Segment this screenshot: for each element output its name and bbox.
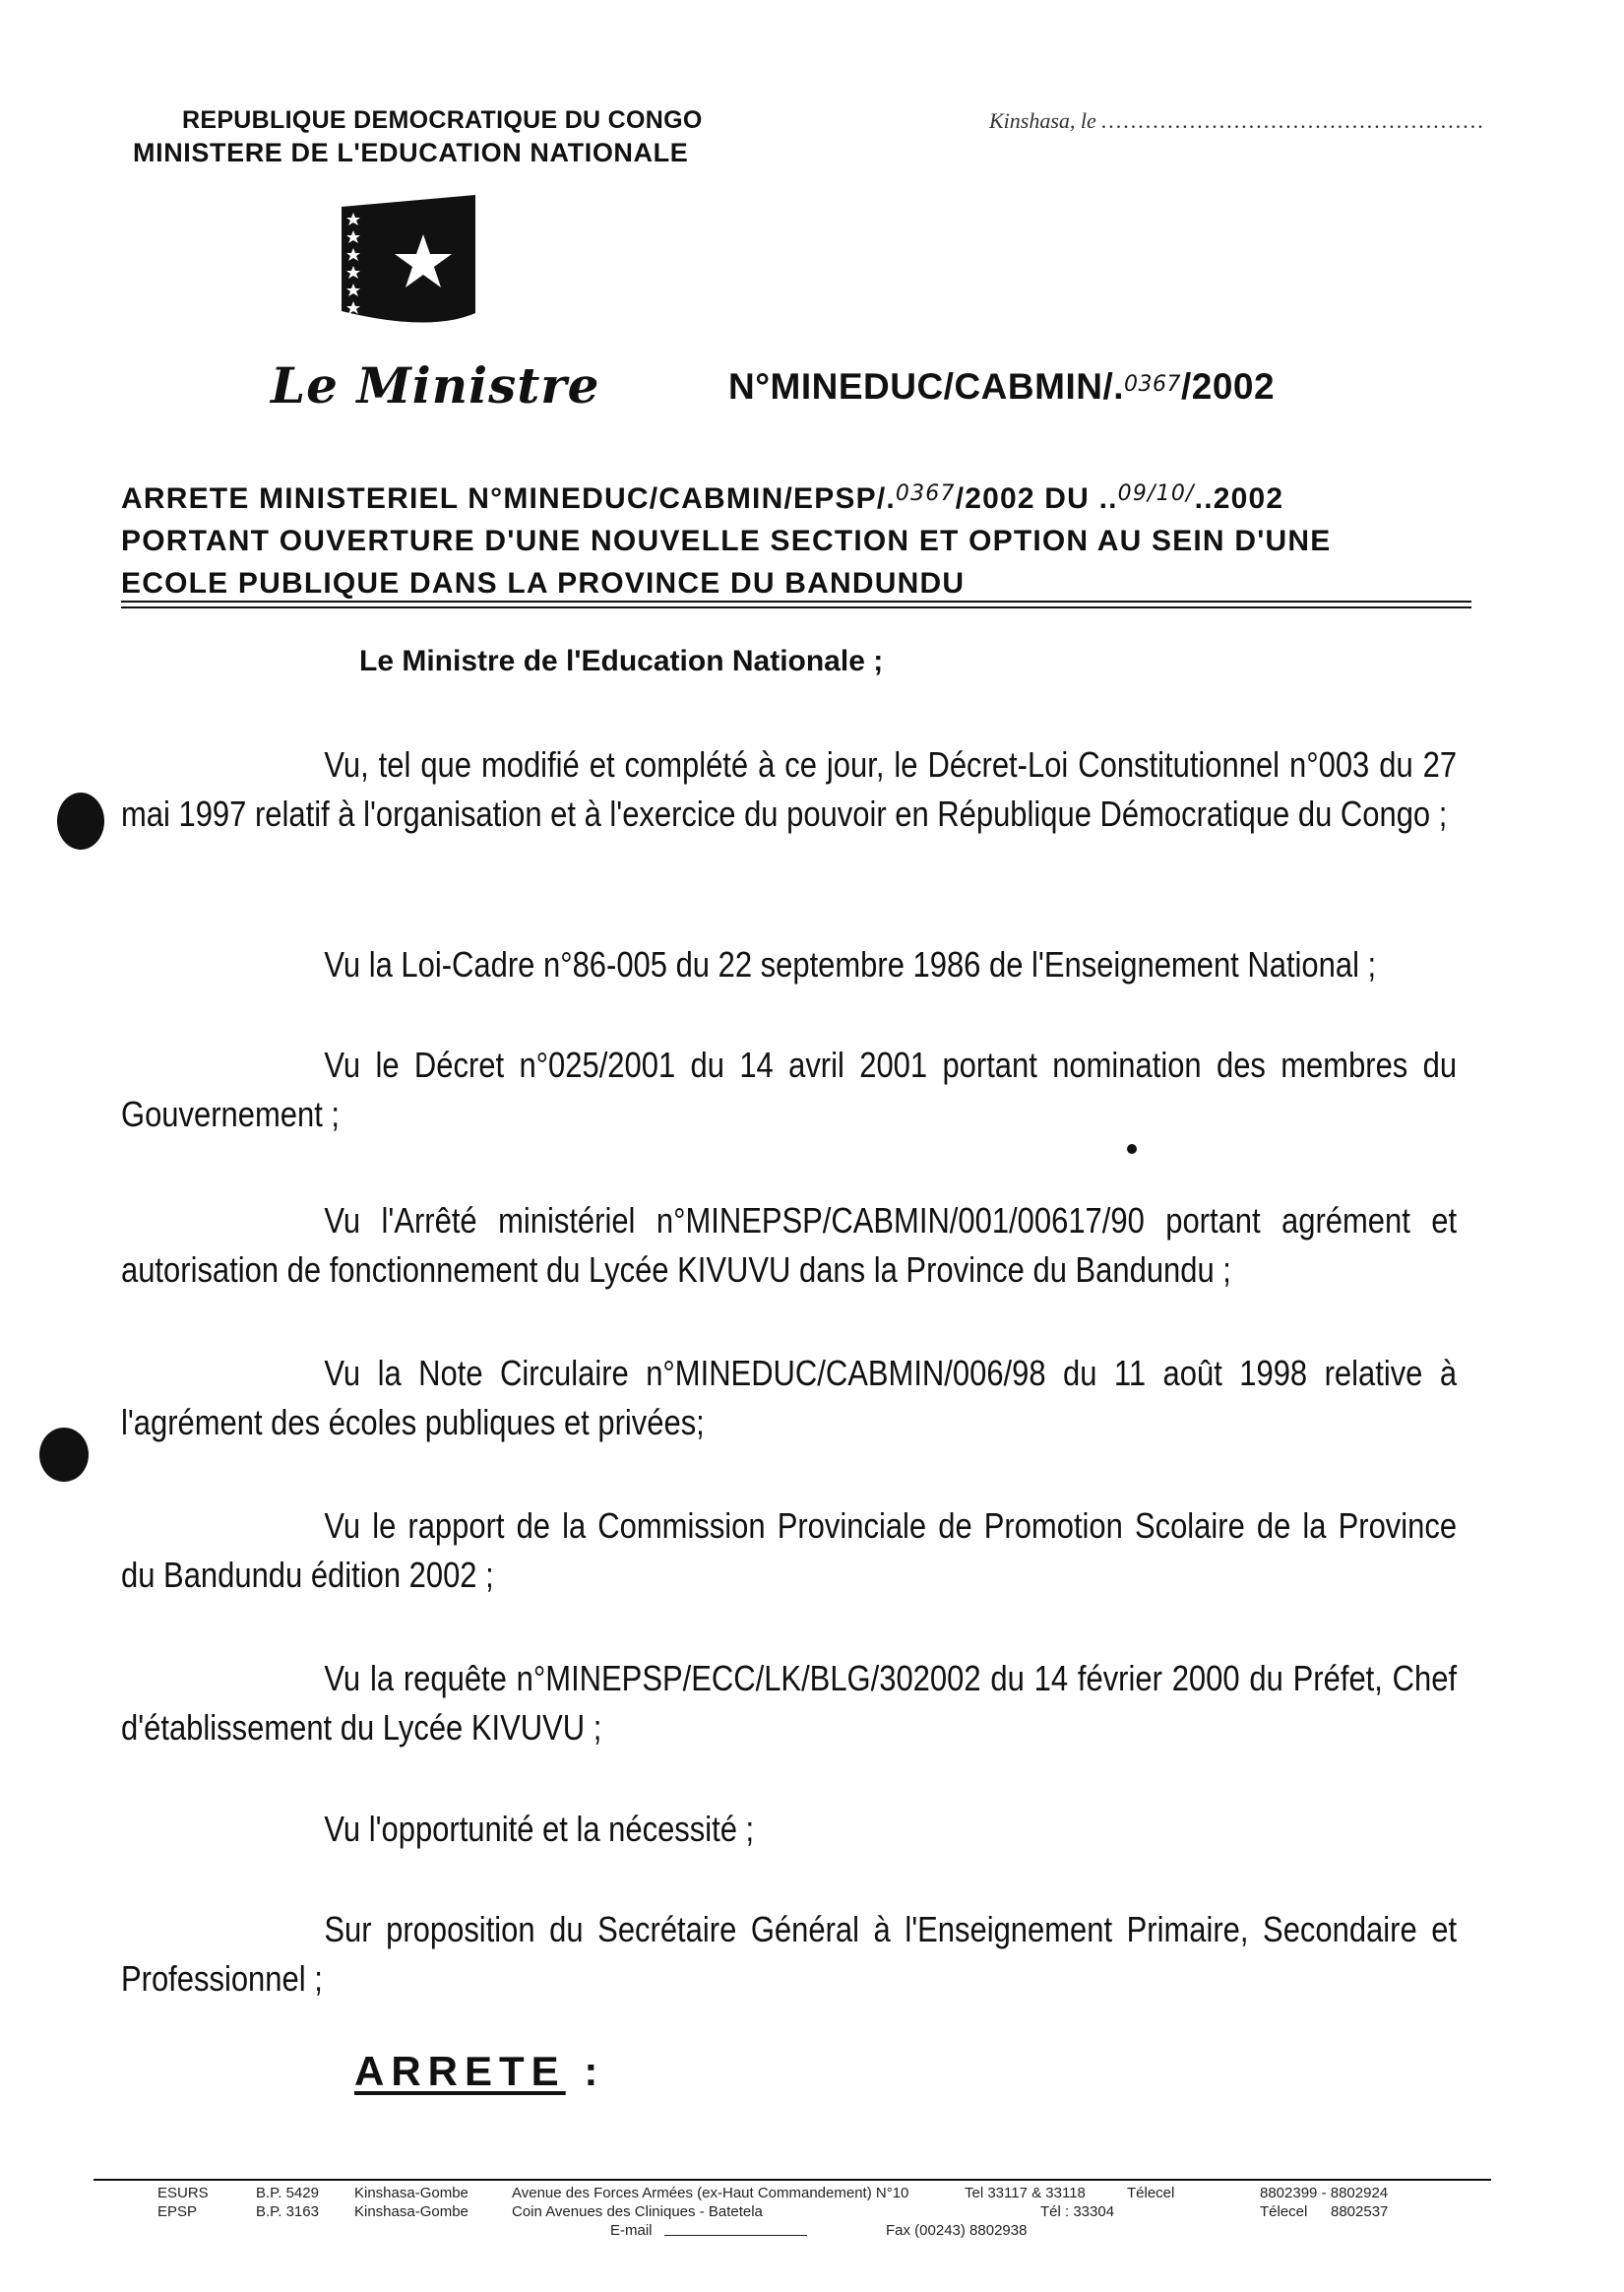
footer-telecel-label-esurs: Télecel — [1127, 2185, 1175, 2201]
title-line-3: ECOLE PUBLIQUE DANS LA PROVINCE DU BANDUNDU — [121, 567, 966, 600]
punch-hole-mark — [39, 1428, 89, 1482]
recital-paragraph: Vu la Note Circulaire n°MINEDUC/CABMIN/006/98 du 11 août 1998 relative à l'agrément des écoles publiques et privées; — [121, 1353, 1458, 1442]
reference-number: N°MINEDUC/CABMIN/.$^{0367}$/2002 — [728, 366, 1276, 407]
place-label: Kinshasa, le — [989, 108, 1096, 133]
ministry-heading: MINISTERE DE L'EDUCATION NATIONALE — [133, 138, 689, 167]
preamble-heading: Le Ministre de l'Education Nationale ; — [359, 645, 884, 677]
handwritten-decree-number: 0367 — [895, 481, 956, 506]
flag-icon — [340, 195, 477, 333]
punch-hole-mark — [57, 793, 104, 850]
footer-city-epsp: Kinshasa-Gombe — [354, 2203, 468, 2220]
recital-paragraph: Vu la Loi-Cadre n°86-005 du 22 septembre 1986 de l'Enseignement National ; — [324, 944, 1377, 985]
footer-email-label: E-mail — [610, 2222, 653, 2239]
decree-title — [121, 473, 1469, 605]
footer-org-epsp: EPSP — [157, 2203, 198, 2220]
footer-fax: Fax (00243) 8802938 — [886, 2222, 1028, 2239]
recital-paragraph: Vu l'opportunité et la nécessité ; — [324, 1809, 755, 1849]
title-divider — [121, 601, 1471, 603]
congo-flag-emblem — [340, 195, 477, 333]
ref-year: /2002 — [1181, 366, 1276, 407]
footer-tel-esurs: Tel 33117 & 33118 — [965, 2185, 1086, 2201]
footer-address-esurs: Avenue des Forces Armées (ex-Haut Commandement) N°10 — [512, 2185, 909, 2201]
footer-bp-epsp: B.P. 3163 — [256, 2203, 319, 2220]
footer-org-esurs: ESURS — [157, 2185, 209, 2201]
handwritten-decree-date: 09/10/ — [1117, 481, 1195, 506]
footer-address-epsp: Coin Avenues des Cliniques - Batetela — [512, 2203, 763, 2220]
place-date-line — [989, 108, 1485, 134]
title-divider-second — [121, 606, 1471, 608]
ink-dot-mark — [1127, 1144, 1137, 1154]
footer-numbers-epsp: 8802537 — [1331, 2203, 1389, 2220]
footer-divider — [94, 2179, 1491, 2181]
republic-heading: REPUBLIQUE DEMOCRATIQUE DU CONGO — [182, 106, 703, 134]
footer-numbers-esurs: 8802399 - 8802924 — [1260, 2185, 1389, 2201]
footer-city-esurs: Kinshasa-Gombe — [354, 2185, 468, 2201]
recital-paragraph: Vu la requête n°MINEPSP/ECC/LK/BLG/302002 du 14 février 2000 du Préfet, Chef d'établissement du Lycée KIVUVU ; — [121, 1658, 1458, 1748]
title-line-2: PORTANT OUVERTURE D'UNE NOUVELLE SECTION ET OPTION AU SEIN D'UNE — [121, 525, 1332, 557]
recital-paragraph: Vu le Décret n°025/2001 du 14 avril 2001 portant nomination des membres du Gouvernement ; — [121, 1045, 1458, 1134]
footer-bp-esurs: B.P. 5429 — [256, 2185, 319, 2201]
recital-paragraph: Vu l'Arrêté ministériel n°MINEPSP/CABMIN/001/00617/90 portant agrément et autorisation de fonctionnement du Lycée KIVUVU dans la Province du Bandundu ; — [121, 1200, 1458, 1290]
arrete-heading: ARRETE : — [354, 2048, 605, 2094]
signatory-title: Le Ministre — [271, 356, 600, 414]
footer-telecel-label-epsp: Télecel — [1260, 2203, 1308, 2220]
recital-paragraph: Vu le rapport de la Commission Provinciale de Promotion Scolaire de la Province du Bandundu édition 2002 ; — [121, 1505, 1458, 1595]
title-line-1: ARRETE MINISTERIEL N°MINEDUC/CABMIN/EPSP/.$^{0367}$/2002 DU ..$^{09/10/}$..2002 — [121, 481, 1284, 515]
recital-paragraph: Sur proposition du Secrétaire Général à l'Enseignement Primaire, Secondaire et Professionnel ; — [121, 1909, 1458, 1999]
date-blank: .................................................... — [1101, 108, 1486, 133]
recital-paragraph: Vu, tel que modifié et complété à ce jour, le Décret-Loi Constitutionnel n°003 du 27 mai 1997 relatif à l'organisation et à l'exercice du pouvoir en République Démocratique du Congo ; — [121, 744, 1458, 834]
footer-email-blank — [664, 2235, 807, 2236]
footer-tel-epsp: Tél : 33304 — [1040, 2203, 1115, 2220]
handwritten-ref-number: 0367 — [1124, 372, 1181, 397]
